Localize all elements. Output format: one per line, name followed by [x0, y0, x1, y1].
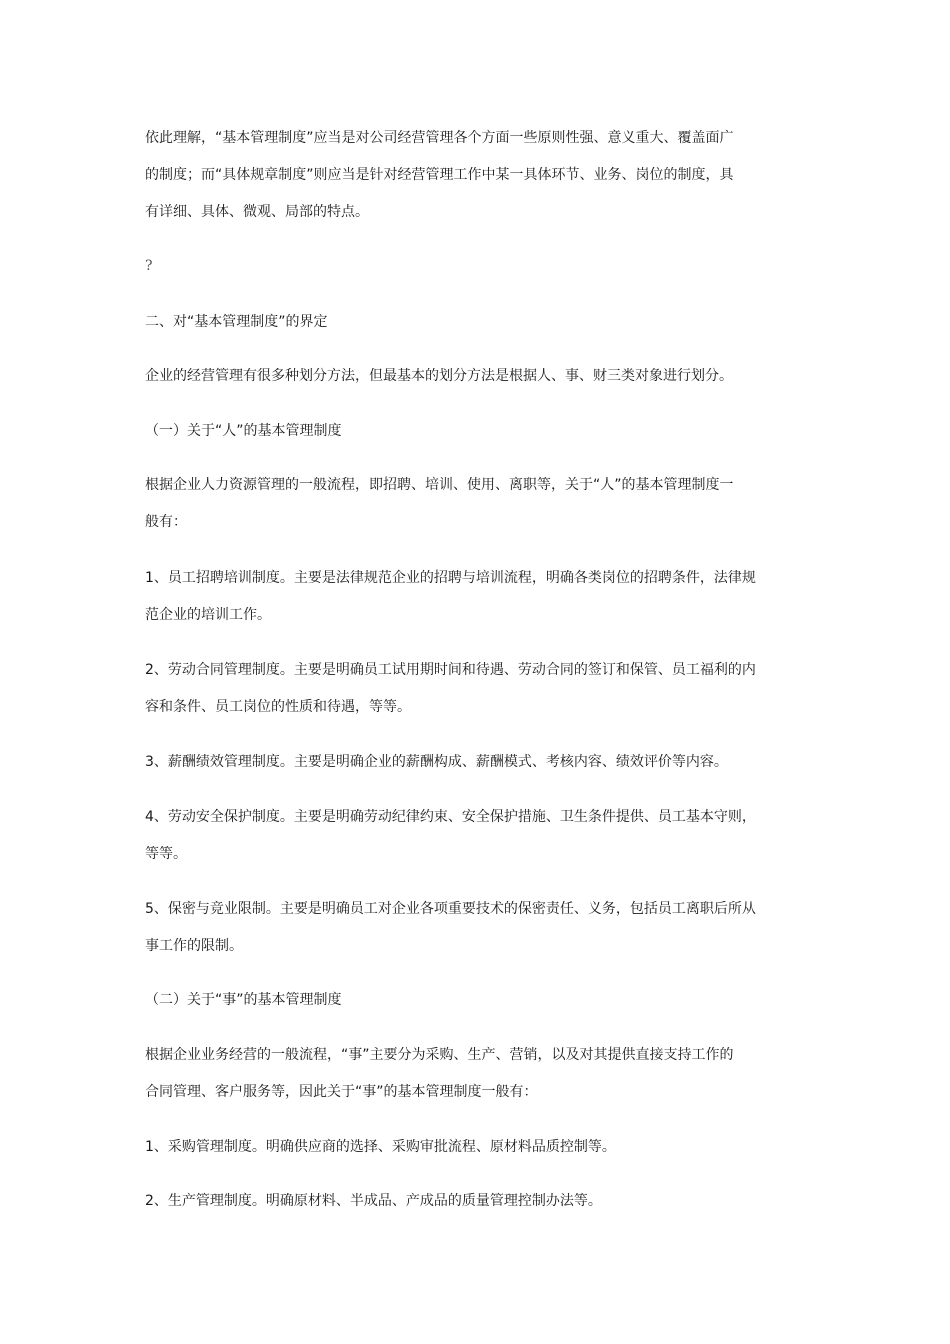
- list-item: 5、保密与竞业限制。主要是明确员工对企业各项重要技术的保密责任、义务，包括员工离职后所从: [145, 901, 756, 917]
- text-line: 依此理解，“基本管理制度”应当是对公司经营管理各个方面一些原则性强、意义重大、覆盖面广: [145, 130, 734, 146]
- text-line: 根据企业人力资源管理的一般流程，即招聘、培训、使用、离职等，关于“人”的基本管理制度一: [145, 477, 734, 493]
- text-line: 事工作的限制。: [145, 938, 243, 954]
- list-item: 1、采购管理制度。明确供应商的选择、采购审批流程、原材料品质控制等。: [145, 1139, 616, 1155]
- section-heading: 二、对“基本管理制度”的界定: [145, 314, 328, 330]
- list-item: 2、生产管理制度。明确原材料、半成品、产成品的质量管理控制办法等。: [145, 1193, 602, 1209]
- text-line: 范企业的培训工作。: [145, 607, 271, 623]
- text-line: 般有：: [145, 514, 187, 530]
- text-line: 的制度；而“具体规章制度”则应当是针对经营管理工作中某一具体环节、业务、岗位的制度，具: [145, 167, 734, 183]
- text-line: 等等。: [145, 846, 187, 862]
- subsection-heading: （二）关于“事”的基本管理制度: [145, 992, 342, 1008]
- text-line: 容和条件、员工岗位的性质和待遇，等等。: [145, 699, 411, 715]
- list-item: 3、薪酬绩效管理制度。主要是明确企业的薪酬构成、薪酬模式、考核内容、绩效评价等内容。: [145, 754, 728, 770]
- subsection-heading: （一）关于“人”的基本管理制度: [145, 423, 342, 439]
- list-item: 4、劳动安全保护制度。主要是明确劳动纪律约束、安全保护措施、卫生条件提供、员工基本守则，: [145, 809, 756, 825]
- text-line: ?: [145, 258, 153, 274]
- text-line: 有详细、具体、微观、局部的特点。: [145, 204, 369, 220]
- text-line: 根据企业业务经营的一般流程，“事”主要分为采购、生产、营销，以及对其提供直接支持工作的: [145, 1047, 734, 1063]
- list-item: 1、员工招聘培训制度。主要是法律规范企业的招聘与培训流程，明确各类岗位的招聘条件，法律规: [145, 570, 756, 586]
- text-line: 合同管理、客户服务等，因此关于“事”的基本管理制度一般有：: [145, 1084, 538, 1100]
- text-line: 企业的经营管理有很多种划分方法，但最基本的划分方法是根据人、事、财三类对象进行划分。: [145, 368, 733, 384]
- list-item: 2、劳动合同管理制度。主要是明确员工试用期时间和待遇、劳动合同的签订和保管、员工福利的内: [145, 662, 756, 678]
